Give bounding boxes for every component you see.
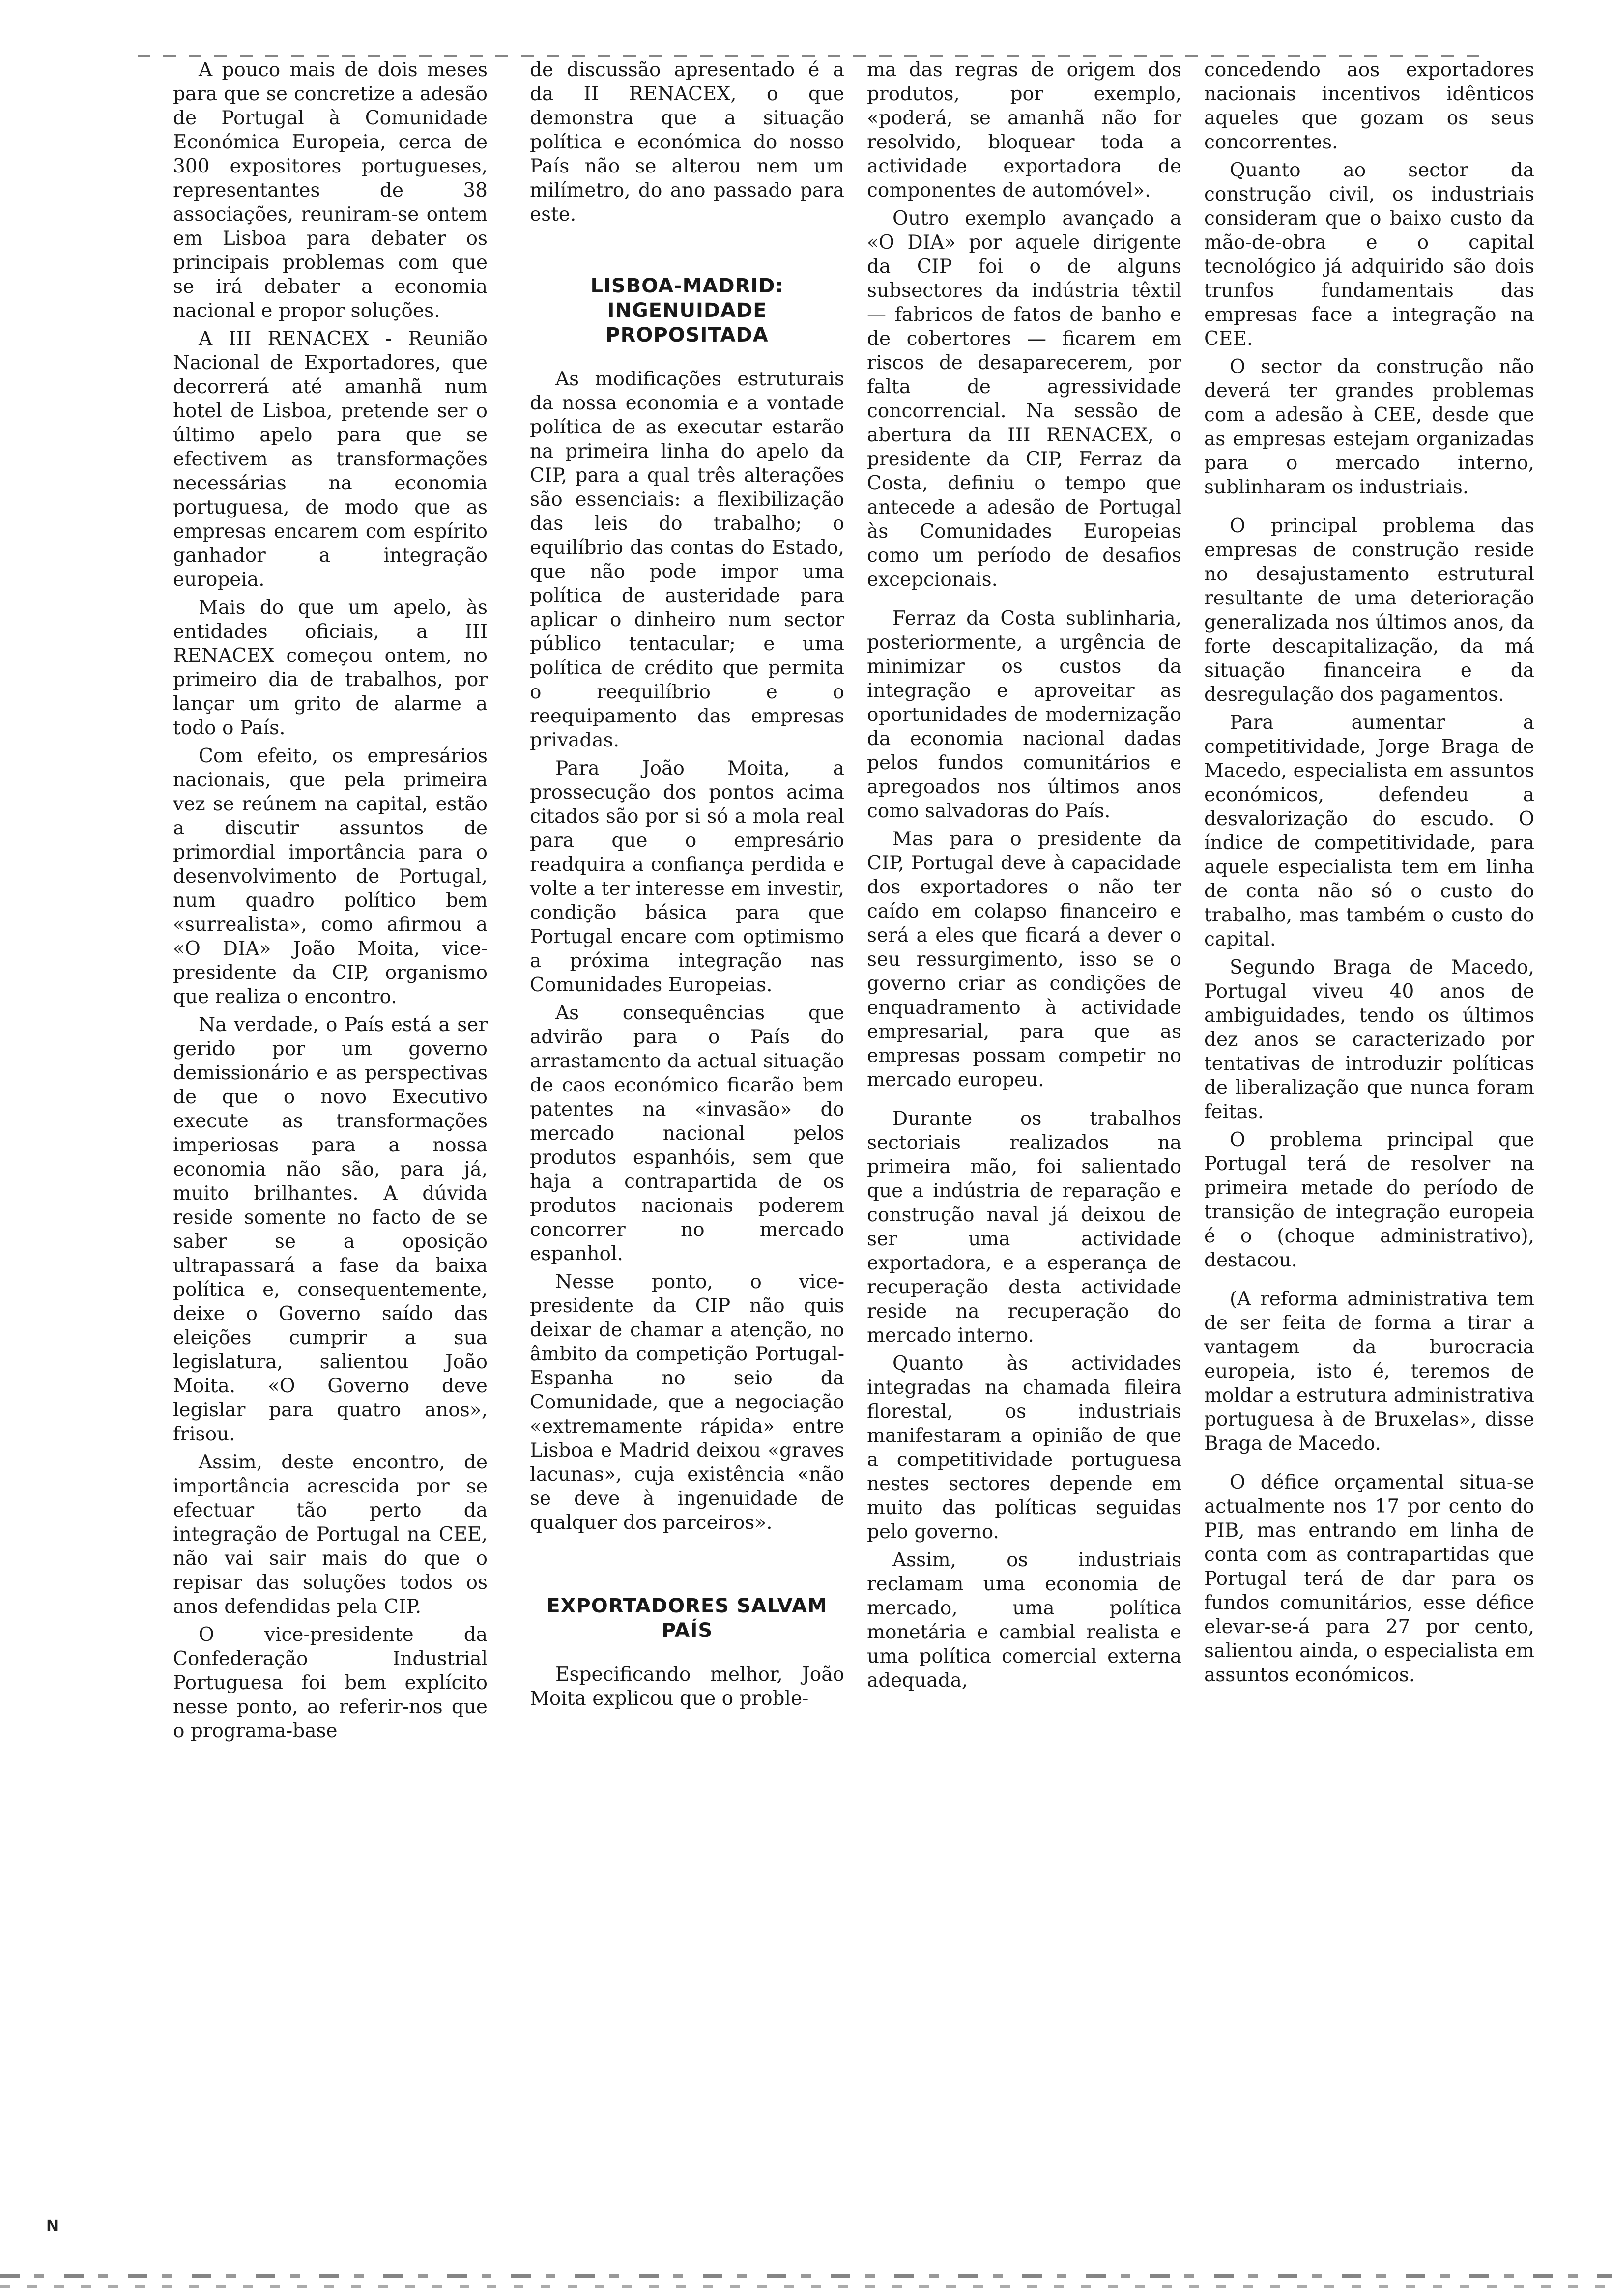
paragraph: A III RENACEX - Reunião Nacional de Exportadores, que decorrerá até amanhã num hotel de Lisboa, pretende ser o último apelo para que se efectivem as transformações necessárias na economia portuguesa, de modo que as empresas encarem com espírito ganhador a integração europeia. <box>173 328 488 591</box>
article-column-2 <box>530 58 844 1715</box>
paragraph: Segundo Braga de Macedo, Portugal viveu 40 anos de ambiguidades, tendo os últimos dez anos se caracterizado por tentativas de introduzir políticas de liberalização que nunca foram feitas. <box>1204 956 1534 1123</box>
section-heading-lisboa-madrid: LISBOA-MADRID: INGENUIDADE PROPOSITADA <box>590 275 784 346</box>
scan-artifact-bottom <box>0 2274 1612 2278</box>
paragraph: Ferraz da Costa sublinharia, posteriormente, a urgência de minimizar os custos da integração e aproveitar as oportunidades de modernização da economia nacional dadas pelos fundos comunitários e apregoados nos últimos anos como salvadoras do País. <box>867 607 1181 822</box>
scan-artifact-top <box>138 55 1484 57</box>
paragraph: As modificações estruturais da nossa economia e a vontade política de as executar estarão na primeira linha do apelo da CIP, para a qual três alterações são essenciais: a flexibilização das leis do trabalho; o equilíbrio das contas do Estado, que não pode impor uma política de austeridade para aplicar o dinheiro num sector público tentacular; e uma política de crédito que permita o reequilíbrio e o reequipamento das empresas privadas. <box>530 368 844 751</box>
paragraph: O défice orçamental situa-se actualmente nos 17 por cento do PIB, mas entrando em linha de conta com as contrapartidas que Portugal terá de dar para os fundos comunitários, esse défice elevar-se-á para 27 por cento, salientou ainda, o especialista em assuntos económicos. <box>1204 1471 1534 1686</box>
paragraph: de discussão apresentado é a da II RENACEX, o que demonstra que a situação política e económica do nosso País não se alterou nem um milímetro, do ano passado para este. <box>530 59 844 226</box>
paragraph: concedendo aos exportadores nacionais incentivos idênticos aqueles que gozam os seus concorrentes. <box>1204 59 1534 153</box>
paragraph: Quanto ao sector da construção civil, os industriais consideram que o baixo custo da mão-de-obra e o capital tecnológico já adquirido são dois trunfos fundamentais das empresas face a integração na CEE. <box>1204 159 1534 350</box>
paragraph: O principal problema das empresas de construção reside no desajustamento estrutural resultante de uma deterioração generalizada nos últimos anos, da forte descapitalização, da má situação financeira e da desregulação dos pagamentos. <box>1204 515 1534 706</box>
paragraph: Outro exemplo avançado a «O DIA» por aquele dirigente da CIP foi o de alguns subsectores da indústria têxtil — fabricos de fatos de banho e de cobertores — ficarem em riscos de desaparecerem, por falta de agressividade concorrencial. Na sessão de abertura da III RENACEX, o presidente da CIP, Ferraz da Costa, definiu o tempo que antecede a adesão de Portugal às Comunidades Europeias como um período de desafios excepcionais. <box>867 207 1181 591</box>
paragraph: (A reforma administrativa tem de ser feita de forma a tirar a vantagem da burocracia europeia, isto é, teremos de moldar a estrutura administrativa portuguesa à de Bruxelas», disse Braga de Macedo. <box>1204 1288 1534 1455</box>
paragraph: Quanto às actividades integradas na chamada fileira florestal, os industriais manifestaram a opinião de que a competitividade portuguesa nestes sectores depende em muito das políticas seguidas pelo governo. <box>867 1352 1181 1543</box>
paragraph: As consequências que advirão para o País do arrastamento da actual situação de caos económico ficarão bem patentes na «invasão» do mercado nacional pelos produtos espanhóis, sem que haja a contrapartida de os produtos nacionais poderem concorrer no mercado espanhol. <box>530 1002 844 1265</box>
paragraph: O vice-presidente da Confederação Industrial Portuguesa foi bem explícito nesse ponto, ao referir-nos que o programa-base <box>173 1624 488 1742</box>
paragraph: Mas para o presidente da CIP, Portugal deve à capacidade dos exportadores o não ter caído em colapso financeiro e será a eles que ficará a dever o seu ressurgimento, isso se o governo criar as condições de enquadramento à actividade empresarial, para que as empresas possam competir no mercado europeu. <box>867 828 1181 1091</box>
paragraph: Assim, os industriais reclamam uma economia de mercado, uma política monetária e cambial realista e uma política comercial externa adequada, <box>867 1549 1181 1692</box>
scan-artifact-bottom-2 <box>0 2285 1612 2288</box>
margin-mark: N <box>46 2217 59 2235</box>
paragraph: Durante os trabalhos sectoriais realizados na primeira mão, foi salientado que a indústria de reparação e construção naval já deixou de ser uma actividade exportadora, e a esperança de recuperação desta actividade reside na recuperação do mercado interno. <box>867 1108 1181 1347</box>
paragraph: ma das regras de origem dos produtos, por exemplo, «poderá, se amanhã não for resolvido, bloquear toda a actividade exportadora de componentes de automóvel». <box>867 59 1181 201</box>
paragraph: O sector da construção não deverá ter grandes problemas com a adesão à CEE, desde que as empresas estejam organizadas para o mercado interno, sublinharam os industriais. <box>1204 356 1534 498</box>
paragraph: Assim, deste encontro, de importância acrescida por se efectuar tão perto da integração de Portugal na CEE, não vai sair mais do que o repisar das soluções todos os anos defendidas pela CIP. <box>173 1451 488 1618</box>
paragraph: Na verdade, o País está a ser gerido por um governo demissionário e as perspectivas de que o novo Executivo execute as transformações imperiosas para a nossa economia não são, para já, muito brilhantes. A dúvida reside somente no facto de se saber se a oposição ultrapassará a fase da baixa política e, consequentemente, deixe o Governo saído das eleições cumprir a sua legislatura, salientou João Moita. «O Governo deve legislar para quatro anos», frisou. <box>173 1014 488 1445</box>
section-heading-exportadores: EXPORTADORES SALVAM PAÍS <box>547 1595 828 1642</box>
paragraph: O problema principal que Portugal terá de resolver na primeira metade do período de transição de integração europeia é o (choque administrativo), destacou. <box>1204 1129 1534 1271</box>
paragraph: A pouco mais de dois meses para que se concretize a adesão de Portugal à Comunidade Económica Europeia, cerca de 300 expositores portugueses, representantes de 38 associações, reuniram-se ontem em Lisboa para debater os principais problemas com que se irá debater a economia nacional e propor soluções. <box>173 59 488 322</box>
article-column-4 <box>1204 58 1534 1691</box>
paragraph: Especificando melhor, João Moita explicou que o proble- <box>530 1664 844 1710</box>
paragraph: Com efeito, os empresários nacionais, que pela primeira vez se reúnem na capital, estão a discutir assuntos de primordial importância para o desenvolvimento de Portugal, num quadro político bem «surrealista», como afirmou a «O DIA» João Moita, vice-presidente da CIP, organismo que realiza o encontro. <box>173 745 488 1008</box>
paragraph: Para João Moita, a prossecução dos pontos acima citados são por si só a mola real para que o empresário readquira a confiança perdida e volte a ter interesse em investir, condição básica para que Portugal encare com optimismo a próxima integração nas Comunidades Europeias. <box>530 757 844 996</box>
article-column-3 <box>867 58 1181 1696</box>
paragraph: Para aumentar a competitividade, Jorge Braga de Macedo, especialista em assuntos económicos, defendeu a desvalorização do escudo. O índice de competitividade, para aquele especialista tem em linha de conta não só o custo do trabalho, mas também o custo do capital. <box>1204 712 1534 950</box>
paragraph: Nesse ponto, o vice-presidente da CIP não quis deixar de chamar a atenção, no âmbito da competição Portugal-Espanha no seio da Comunidade, que a negociação «extremamente rápida» entre Lisboa e Madrid deixou «graves lacunas», cuja existência «não se deve à ingenuidade de qualquer dos parceiros». <box>530 1271 844 1534</box>
article-column-1 <box>173 58 488 1747</box>
paragraph: Mais do que um apelo, às entidades oficiais, a III RENACEX começou ontem, no primeiro dia de trabalhos, por lançar um grito de alarme a todo o País. <box>173 597 488 739</box>
